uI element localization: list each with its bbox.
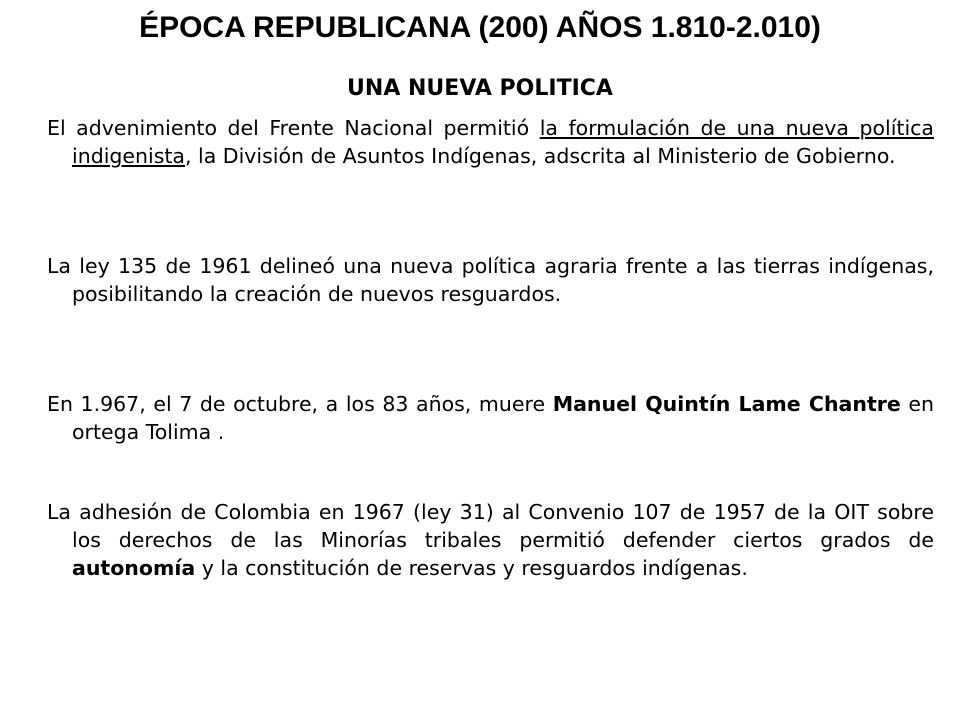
paragraph-text: , la División de Asuntos Indígenas, adscrita al Ministerio de Gobierno. [185, 144, 896, 168]
paragraph-text: El advenimiento del Frente Nacional permitió [47, 116, 540, 140]
slide-title: ÉPOCA REPUBLICANA (200) AÑOS 1.810-2.010) [139, 11, 821, 44]
paragraph-quintin-lame [47, 390, 934, 446]
bold-name: Manuel Quintín Lame Chantre [552, 392, 901, 416]
paragraph-text: y la constitución de reservas y resguardos indígenas. [195, 556, 748, 580]
paragraph-text: En 1.967, el 7 de octubre, a los 83 años, muere [47, 392, 553, 416]
paragraph-convenio-oit [47, 498, 934, 582]
paragraph-frente-nacional [47, 114, 934, 170]
underlined-phrase: la formulación de una nueva política indigenista [72, 116, 934, 168]
bold-term: autonomía [72, 556, 196, 580]
paragraph-ley-135 [47, 252, 934, 308]
paragraph-text: La adhesión de Colombia en 1967 (ley 31) al Convenio 107 de 1957 de la OIT sobre los derechos de las Minorías tribales permitió defender ciertos grados de [47, 500, 934, 552]
paragraph-text: en ortega Tolima . [72, 392, 934, 444]
slide-subtitle: UNA NUEVA POLITICA [347, 76, 613, 101]
paragraph-text: La ley 135 de 1961 delineó una nueva política agraria frente a las tierras indígenas, posibilitando la creación de nuevos resguardos. [47, 254, 934, 306]
